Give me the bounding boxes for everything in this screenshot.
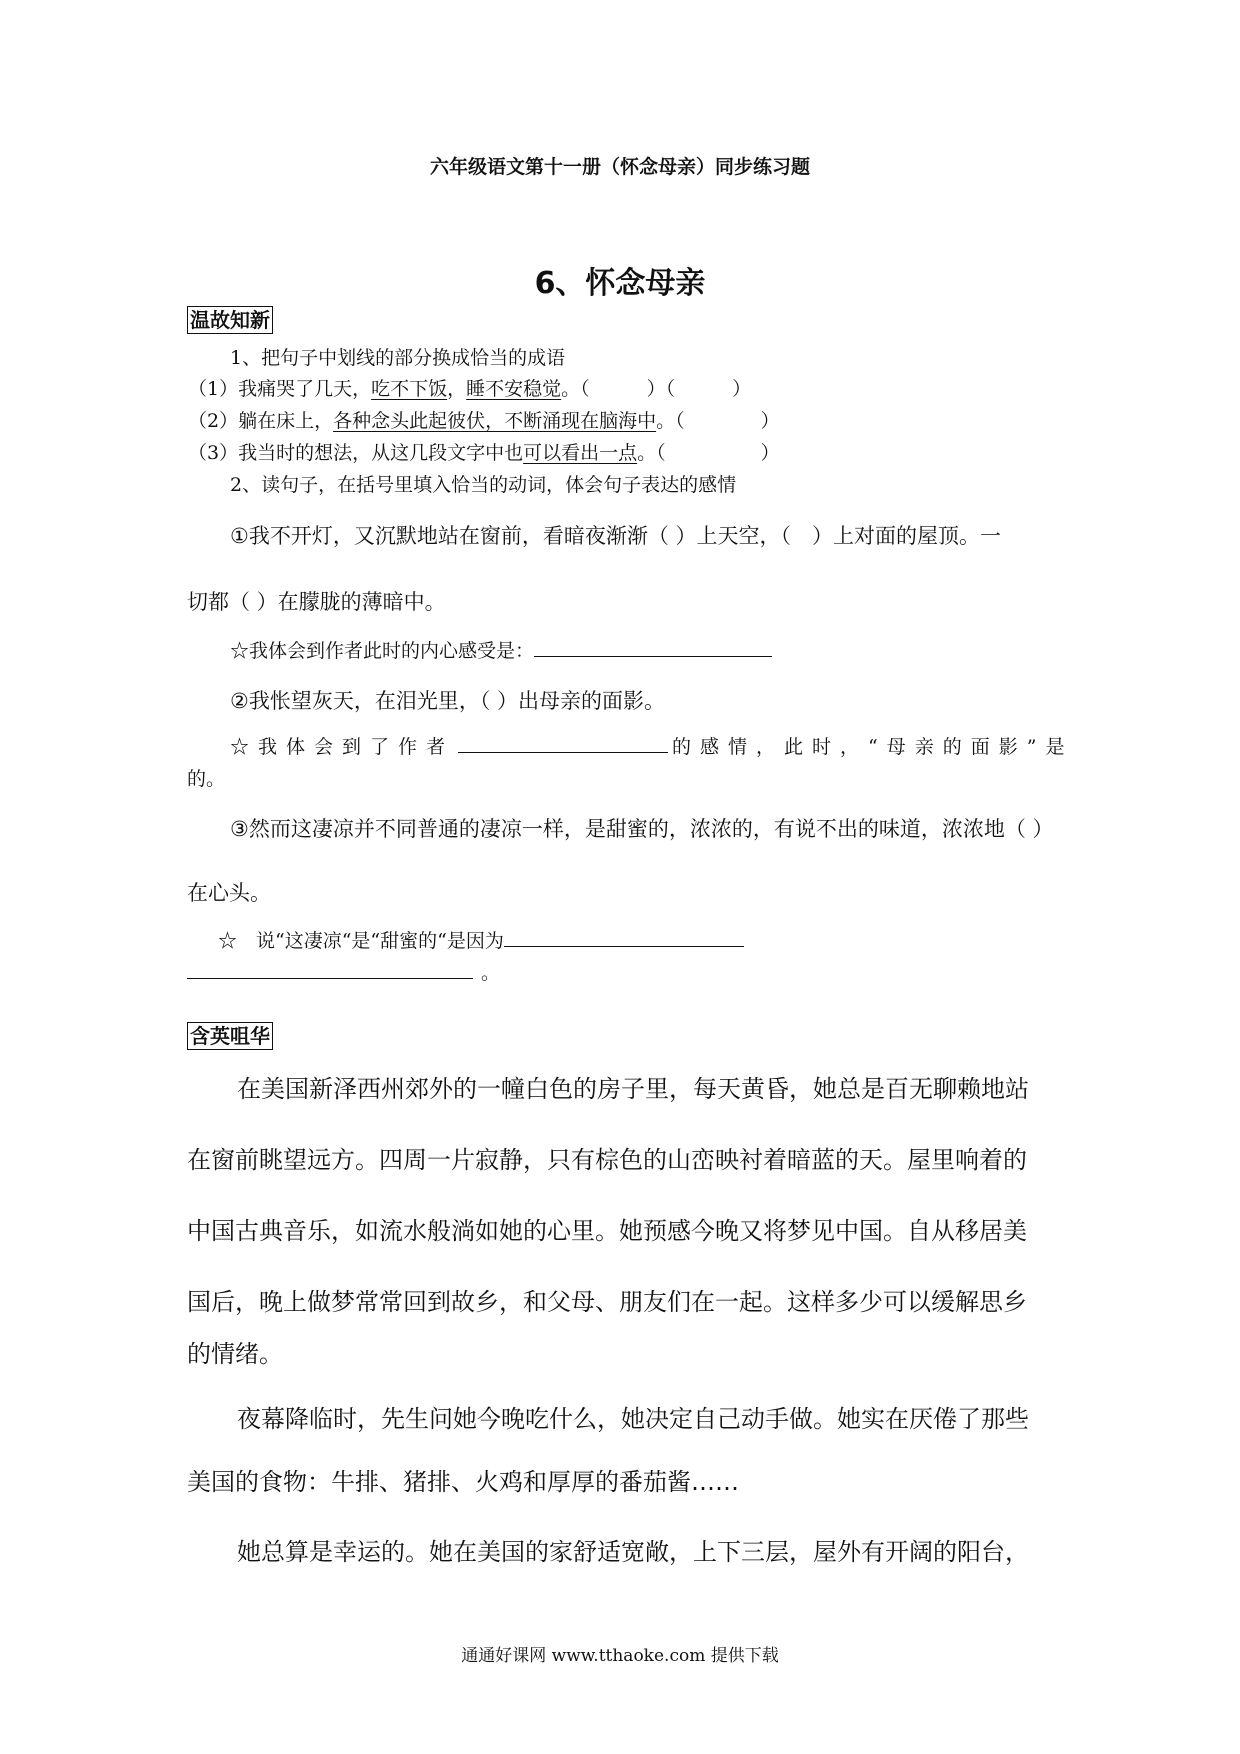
- answer-blank[interactable]: [187, 960, 473, 979]
- page-footer: 通通好课网 www.tthaoke.com 提供下载: [461, 1646, 779, 1666]
- sentence-2-question-end: 的。: [187, 768, 226, 790]
- sentence-2-question: ☆我体会到了作者 的感情，此时，“母亲的面影”是: [230, 736, 1074, 758]
- sentence-3-question-end: 。: [187, 958, 500, 985]
- sentence-1-question: ☆我体会到作者此时的内心感受是：: [230, 636, 772, 663]
- passage-line: 的情绪。: [187, 1340, 283, 1368]
- sentence-3-line-1: ③然而这凄凉并不同普通的凄凉一样，是甜蜜的，浓浓的，有说不出的味道，浓浓地（ ）: [230, 817, 1054, 841]
- passage-line: 美国的食物：牛排、猪排、火鸡和厚厚的番茄酱……: [187, 1468, 739, 1496]
- passage-line: 在窗前眺望远方。四周一片寂静，只有棕色的山峦映衬着暗蓝的天。屋里响着的: [187, 1146, 1027, 1174]
- sentence-1-line-2: 切都（ ）在朦胧的薄暗中。: [187, 590, 446, 614]
- section-label-review: 温故知新: [187, 306, 273, 334]
- question-1-prompt: 1、把句子中划线的部分换成恰当的成语: [230, 347, 566, 369]
- question-1-item-3: （3）我当时的想法，从这几段文字中也可以看出一点。（ ）: [188, 442, 780, 464]
- sentence-1-line-1: ①我不开灯，又沉默地站在窗前，看暗夜渐渐（ ）上天空，（ ）上对面的屋顶。一: [230, 524, 1001, 548]
- sentence-3-line-2: 在心头。: [187, 881, 271, 905]
- passage-line: 夜幕降临时，先生问她今晚吃什么，她决定自己动手做。她实在厌倦了那些: [237, 1405, 1029, 1433]
- answer-blank[interactable]: [458, 734, 668, 753]
- lesson-title: 6、怀念母亲: [534, 266, 706, 301]
- passage-line: 国后，晚上做梦常常回到故乡，和父母、朋友们在一起。这样多少可以缓解思乡: [187, 1288, 1027, 1316]
- question-1-item-1: （1）我痛哭了几天，吃不下饭，睡不安稳觉。（ ）（ ）: [188, 378, 752, 400]
- answer-blank[interactable]: [534, 638, 772, 657]
- sentence-2: ②我怅望灰天，在泪光里，（ ）出母亲的面影。: [230, 689, 665, 713]
- answer-blank[interactable]: [504, 928, 744, 947]
- sentence-3-question: ☆ 说“这凄凉“是“甜蜜的“是因为: [218, 926, 744, 953]
- document-header: 六年级语文第十一册（怀念母亲）同步练习题: [429, 156, 810, 178]
- passage-line: 她总算是幸运的。她在美国的家舒适宽敞，上下三层，屋外有开阔的阳台，: [237, 1538, 1029, 1566]
- question-2-prompt: 2、读句子，在括号里填入恰当的动词，体会句子表达的感情: [230, 474, 737, 496]
- passage-line: 在美国新泽西州郊外的一幢白色的房子里，每天黄昏，她总是百无聊赖地站: [237, 1075, 1029, 1103]
- section-label-reading: 含英咀华: [187, 1022, 273, 1050]
- passage-line: 中国古典音乐，如流水般淌如她的心里。她预感今晚又将梦见中国。自从移居美: [187, 1217, 1027, 1245]
- question-1-item-2: （2）躺在床上，各种念头此起彼伏，不断涌现在脑海中。（ ）: [188, 410, 780, 432]
